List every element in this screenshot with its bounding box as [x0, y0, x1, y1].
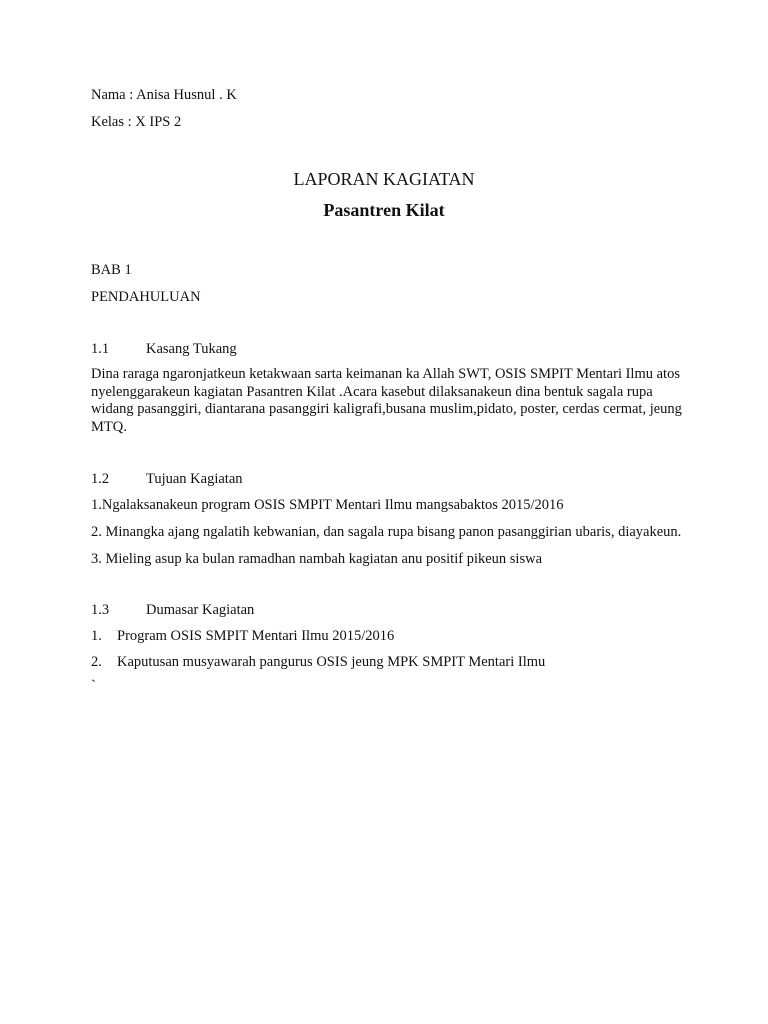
- section-title: Kasang Tukang: [146, 341, 237, 357]
- list-item: 1.Ngalaksanakeun program OSIS SMPIT Mentari Ilmu mangsabaktos 2015/2016: [91, 497, 564, 513]
- item-number: 2.: [91, 654, 102, 670]
- section-number: 1.1: [91, 341, 110, 357]
- item-text: Kaputusan musyawarah pangurus OSIS jeung MPK SMPIT Mentari Ilmu: [117, 654, 546, 670]
- trailing-mark: `: [91, 678, 96, 694]
- paragraph-line: Dina raraga ngaronjatkeun ketakwaan sarta keimanan ka Allah SWT, OSIS SMPIT Mentari Ilmu atos: [91, 366, 680, 382]
- report-title: LAPORAN KAGIATAN: [293, 169, 475, 189]
- student-class: Kelas : X IPS 2: [91, 114, 182, 130]
- section-title: Dumasar Kagiatan: [146, 602, 255, 618]
- section-number: 1.3: [91, 602, 110, 618]
- chapter-label: BAB 1: [91, 262, 132, 278]
- section-heading: [91, 601, 254, 619]
- chapter-title: PENDAHULUAN: [91, 289, 201, 305]
- list-item: 3. Mieling asup ka bulan ramadhan nambah kagiatan anu positif pikeun siswa: [91, 551, 543, 567]
- paragraph-line: MTQ.: [91, 419, 127, 436]
- section-heading: [91, 470, 243, 488]
- list-item: 2. Minangka ajang ngalatih kebwanian, dan sagala rupa bisang panon pasanggirian ubaris, diayakeun.: [91, 524, 682, 540]
- item-text: Program OSIS SMPIT Mentari Ilmu 2015/2016: [117, 628, 395, 644]
- paragraph-line: nyelenggarakeun kagiatan Pasantren Kilat .Acara kasebut dilaksanakeun dina bentuk sagala rupa: [91, 383, 653, 400]
- section-number: 1.2: [91, 471, 110, 487]
- section-heading: [91, 340, 237, 358]
- report-subtitle: Pasantren Kilat: [323, 200, 445, 220]
- student-name: Nama : Anisa Husnul . K: [91, 87, 237, 103]
- list-item: [91, 653, 545, 671]
- item-number: 1.: [91, 628, 102, 644]
- list-item: [91, 627, 394, 645]
- paragraph-line: widang pasanggiri, diantarana pasanggiri kaligrafi,busana muslim,pidato, poster, cerdas cermat, jeung: [91, 401, 682, 418]
- section-title: Tujuan Kagiatan: [146, 471, 243, 487]
- section-paragraph: [91, 366, 691, 437]
